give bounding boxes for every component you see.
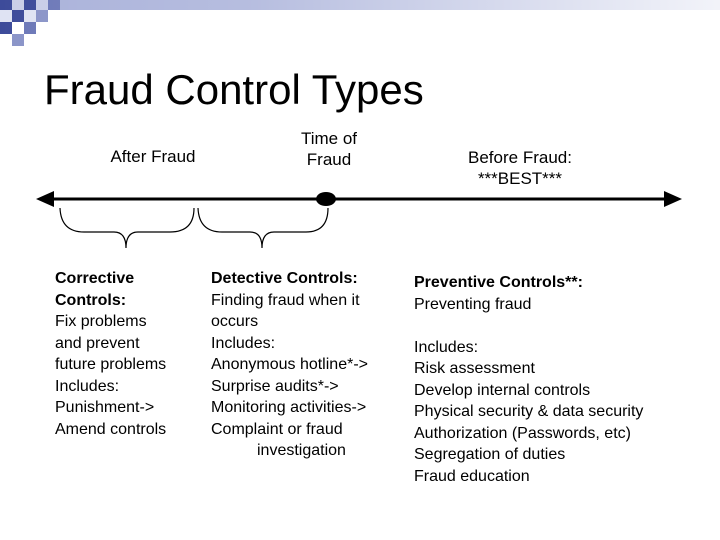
slide-title: Fraud Control Types [44,66,424,113]
right-arrowhead [664,191,682,207]
detective-item: investigation [257,442,346,459]
timeline-axis [36,191,682,207]
preventive-item: Segregation of duties [414,446,566,463]
corrective-item: future problems [55,356,167,373]
after-fraud-text: After Fraud [110,147,196,166]
detective-brace [198,208,328,248]
detective-item: Surprise audits*-> [211,377,339,395]
braces [60,208,328,248]
detective-item: occurs [211,313,259,330]
detective-item: Includes: [211,334,276,352]
preventive-item: Develop internal controls [414,381,591,399]
preventive-subheading: Preventing fraud [414,295,532,313]
time-of-fraud-line-2: Fraud [306,150,352,169]
corrective-item: and prevent [55,334,140,352]
preventive-item: Risk assessment [414,360,535,377]
detective-controls [211,268,368,462]
left-arrowhead [36,191,54,207]
corrective-item: Punishment-> [55,399,155,416]
corrective-controls [55,268,166,440]
preventive-item: Includes: [414,338,479,356]
time-of-fraud-marker [316,192,336,206]
preventive-item: Authorization (Passwords, etc) [414,424,631,442]
preventive-controls [414,272,643,487]
corrective-item: Includes: [55,377,120,395]
spacer [414,315,643,337]
preventive-heading: Preventive Controls**: [414,274,583,291]
detective-item: Finding fraud when it [211,291,360,309]
preventive-item: Physical security & data security [414,403,644,420]
corrective-brace [60,208,194,248]
detective-item: Monitoring activities-> [211,399,367,416]
detective-item: Anonymous hotline*-> [211,356,368,373]
detective-heading: Detective Controls: [211,270,358,287]
time-of-fraud-line-1: Time of [300,129,358,148]
corrective-heading-2: Controls: [55,291,127,309]
corrective-item: Amend controls [55,420,167,438]
before-fraud-line-1: Before Fraud: [468,148,572,167]
corrective-item: Fix problems [55,313,147,330]
preventive-item: Fraud education [414,467,530,485]
detective-item: Complaint or fraud [211,420,343,438]
corrective-heading-1: Corrective [55,270,135,287]
before-fraud-line-2: ***BEST*** [477,169,563,188]
